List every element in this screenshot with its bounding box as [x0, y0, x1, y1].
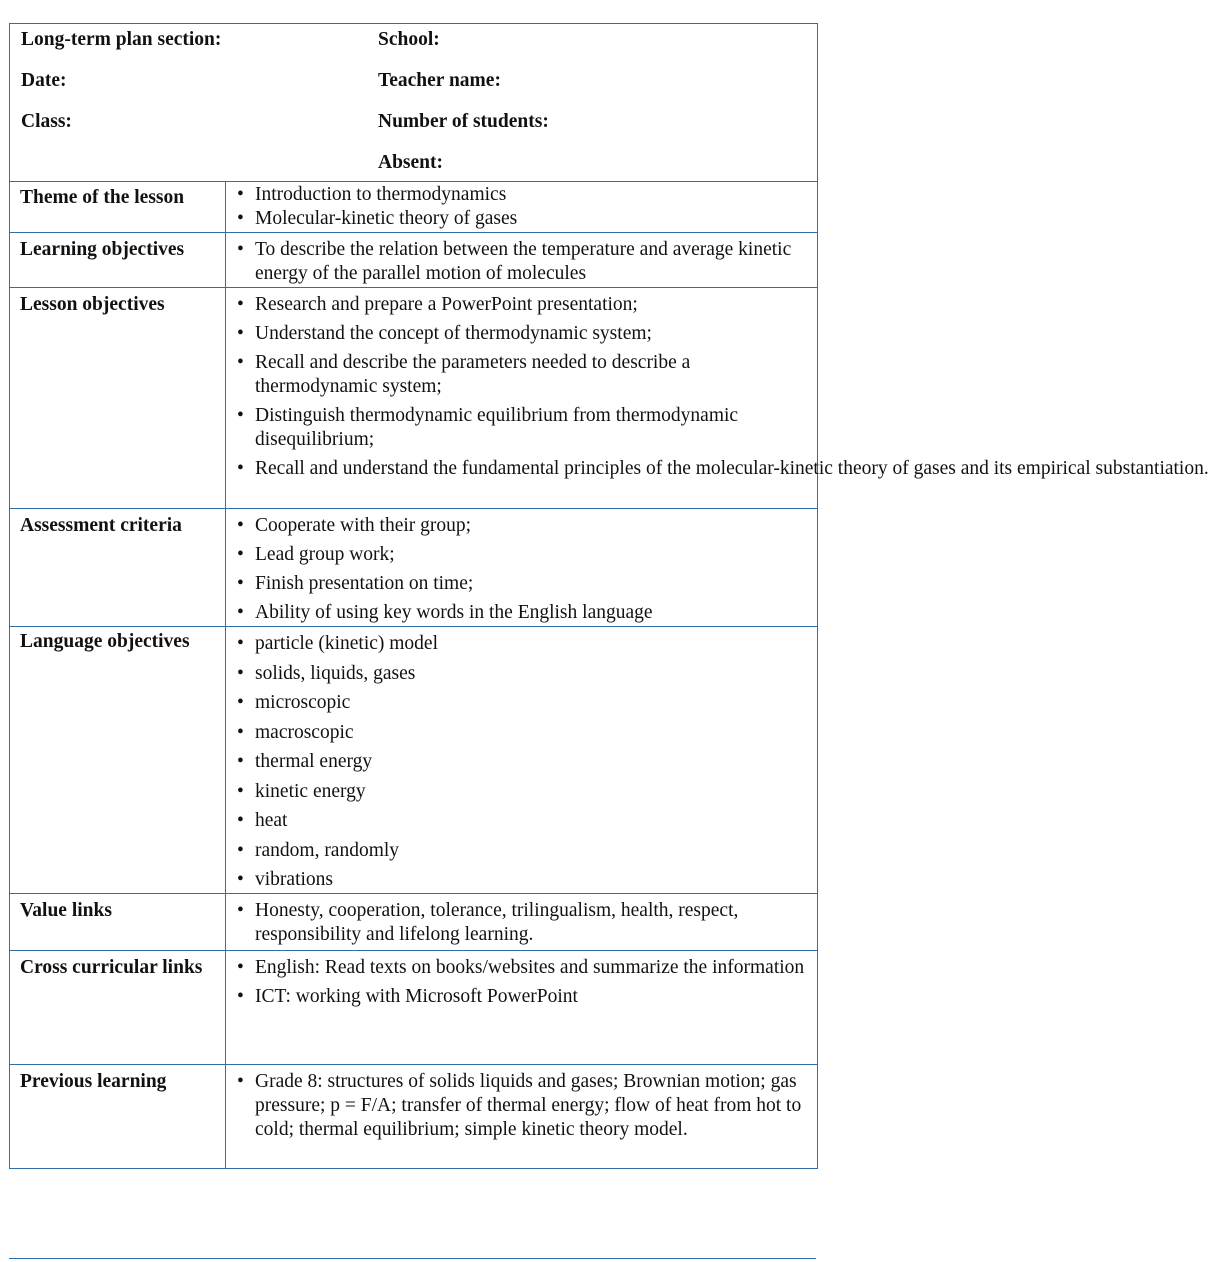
row-assessment-criteria-label-cell	[10, 509, 226, 627]
row-previous-learning-content-cell	[226, 1065, 818, 1169]
row-lesson-objectives-label-cell	[10, 288, 226, 509]
footer-divider	[9, 1258, 816, 1259]
list-item: • Finish presentation on time;	[226, 572, 817, 596]
learning-objectives-list	[226, 233, 817, 287]
list-item: • Understand the concept of thermodynamic system;	[226, 322, 817, 346]
teacher-name-label: Teacher name:	[378, 70, 501, 91]
row-assessment-criteria-content-cell	[226, 509, 818, 627]
row-label: Value links	[20, 900, 112, 921]
row-value-links-label-cell	[10, 894, 226, 951]
date-label: Date:	[21, 70, 67, 91]
list-item: • English: Read texts on books/websites and summarize the information	[226, 956, 817, 980]
row-label: Assessment criteria	[20, 515, 182, 536]
absent-label: Absent:	[378, 152, 444, 173]
list-item: • Research and prepare a PowerPoint presentation;	[226, 293, 817, 317]
row-language-objectives-content-cell	[226, 627, 818, 894]
language-objectives-list	[226, 627, 817, 893]
row-language-objectives-label-cell	[10, 627, 226, 894]
list-item: • Lead group work;	[226, 543, 817, 567]
value-links-list	[226, 894, 817, 948]
row-label: Cross curricular links	[20, 957, 203, 978]
lesson-objectives-list	[226, 288, 1209, 482]
list-item: • Distinguish thermodynamic equilibrium from thermodynamic disequilibrium;	[226, 404, 817, 452]
assessment-criteria-list	[226, 509, 817, 626]
list-item: • Molecular-kinetic theory of gases	[226, 207, 817, 231]
list-item: • Honesty, cooperation, tolerance, trilingualism, health, respect, responsibility and lifelong learning.	[226, 899, 817, 947]
list-item: • Introduction to thermodynamics	[226, 183, 817, 207]
header-cell	[10, 24, 818, 182]
row-cross-curricular	[10, 951, 818, 1065]
list-item: • kinetic energy	[226, 780, 817, 804]
number-of-students-label: Number of students:	[378, 111, 549, 132]
row-learning-objectives-content-cell	[226, 233, 818, 288]
cross-curricular-list	[226, 951, 817, 1010]
row-previous-learning-label-cell	[10, 1065, 226, 1169]
list-item: • ICT: working with Microsoft PowerPoint	[226, 985, 817, 1009]
row-cross-curricular-label-cell	[10, 951, 226, 1065]
row-label: Learning objectives	[20, 239, 185, 260]
list-item: • macroscopic	[226, 721, 817, 745]
list-item: • Recall and describe the parameters needed to describe a thermodynamic system;	[226, 351, 817, 399]
row-theme-content-cell	[226, 182, 818, 233]
list-item: • heat	[226, 809, 817, 833]
header-block	[10, 24, 817, 181]
long-term-plan-label: Long-term plan section:	[21, 29, 222, 50]
lesson-plan-page	[9, 23, 1209, 1169]
row-label: Previous learning	[20, 1071, 167, 1092]
lesson-plan-table	[9, 23, 1209, 1169]
theme-list	[226, 182, 817, 232]
list-item: • Cooperate with their group;	[226, 514, 817, 538]
row-theme-label-cell	[10, 182, 226, 233]
list-item: • particle (kinetic) model	[226, 632, 817, 656]
row-value-links	[10, 894, 818, 951]
list-item: • Ability of using key words in the English language	[226, 601, 817, 625]
list-item: • random, randomly	[226, 839, 817, 863]
list-item: • Recall and understand the fundamental principles of the molecular-kinetic theory of gases and its empirical substantiation.	[226, 457, 817, 481]
header-row	[10, 24, 818, 182]
row-label: Language objectives	[20, 631, 190, 652]
row-learning-objectives-label-cell	[10, 233, 226, 288]
row-value-links-content-cell	[226, 894, 818, 951]
row-lesson-objectives-content-cell	[226, 288, 1209, 509]
row-assessment-criteria	[10, 509, 818, 627]
list-item: • vibrations	[226, 868, 817, 892]
previous-learning-list	[226, 1065, 817, 1143]
list-item: • thermal energy	[226, 750, 817, 774]
class-label: Class:	[21, 111, 72, 132]
row-theme	[10, 182, 818, 233]
row-previous-learning	[10, 1065, 818, 1169]
list-item: • microscopic	[226, 691, 817, 715]
row-language-objectives	[10, 627, 818, 894]
list-item: • solids, liquids, gases	[226, 662, 817, 686]
row-label: Lesson objectives	[20, 294, 165, 315]
list-item: • Grade 8: structures of solids liquids and gases; Brownian motion; gas pressure; p = F/A; transfer of thermal energy; flow of heat from hot to cold; thermal equilibrium; simple kinetic theory model.	[226, 1070, 817, 1142]
list-item: • To describe the relation between the temperature and average kinetic energy of the parallel motion of molecules	[226, 238, 817, 286]
row-learning-objectives	[10, 233, 818, 288]
row-cross-curricular-content-cell	[226, 951, 818, 1065]
row-lesson-objectives	[10, 288, 818, 509]
row-label: Theme of the lesson	[20, 187, 185, 208]
school-label: School:	[378, 29, 440, 50]
